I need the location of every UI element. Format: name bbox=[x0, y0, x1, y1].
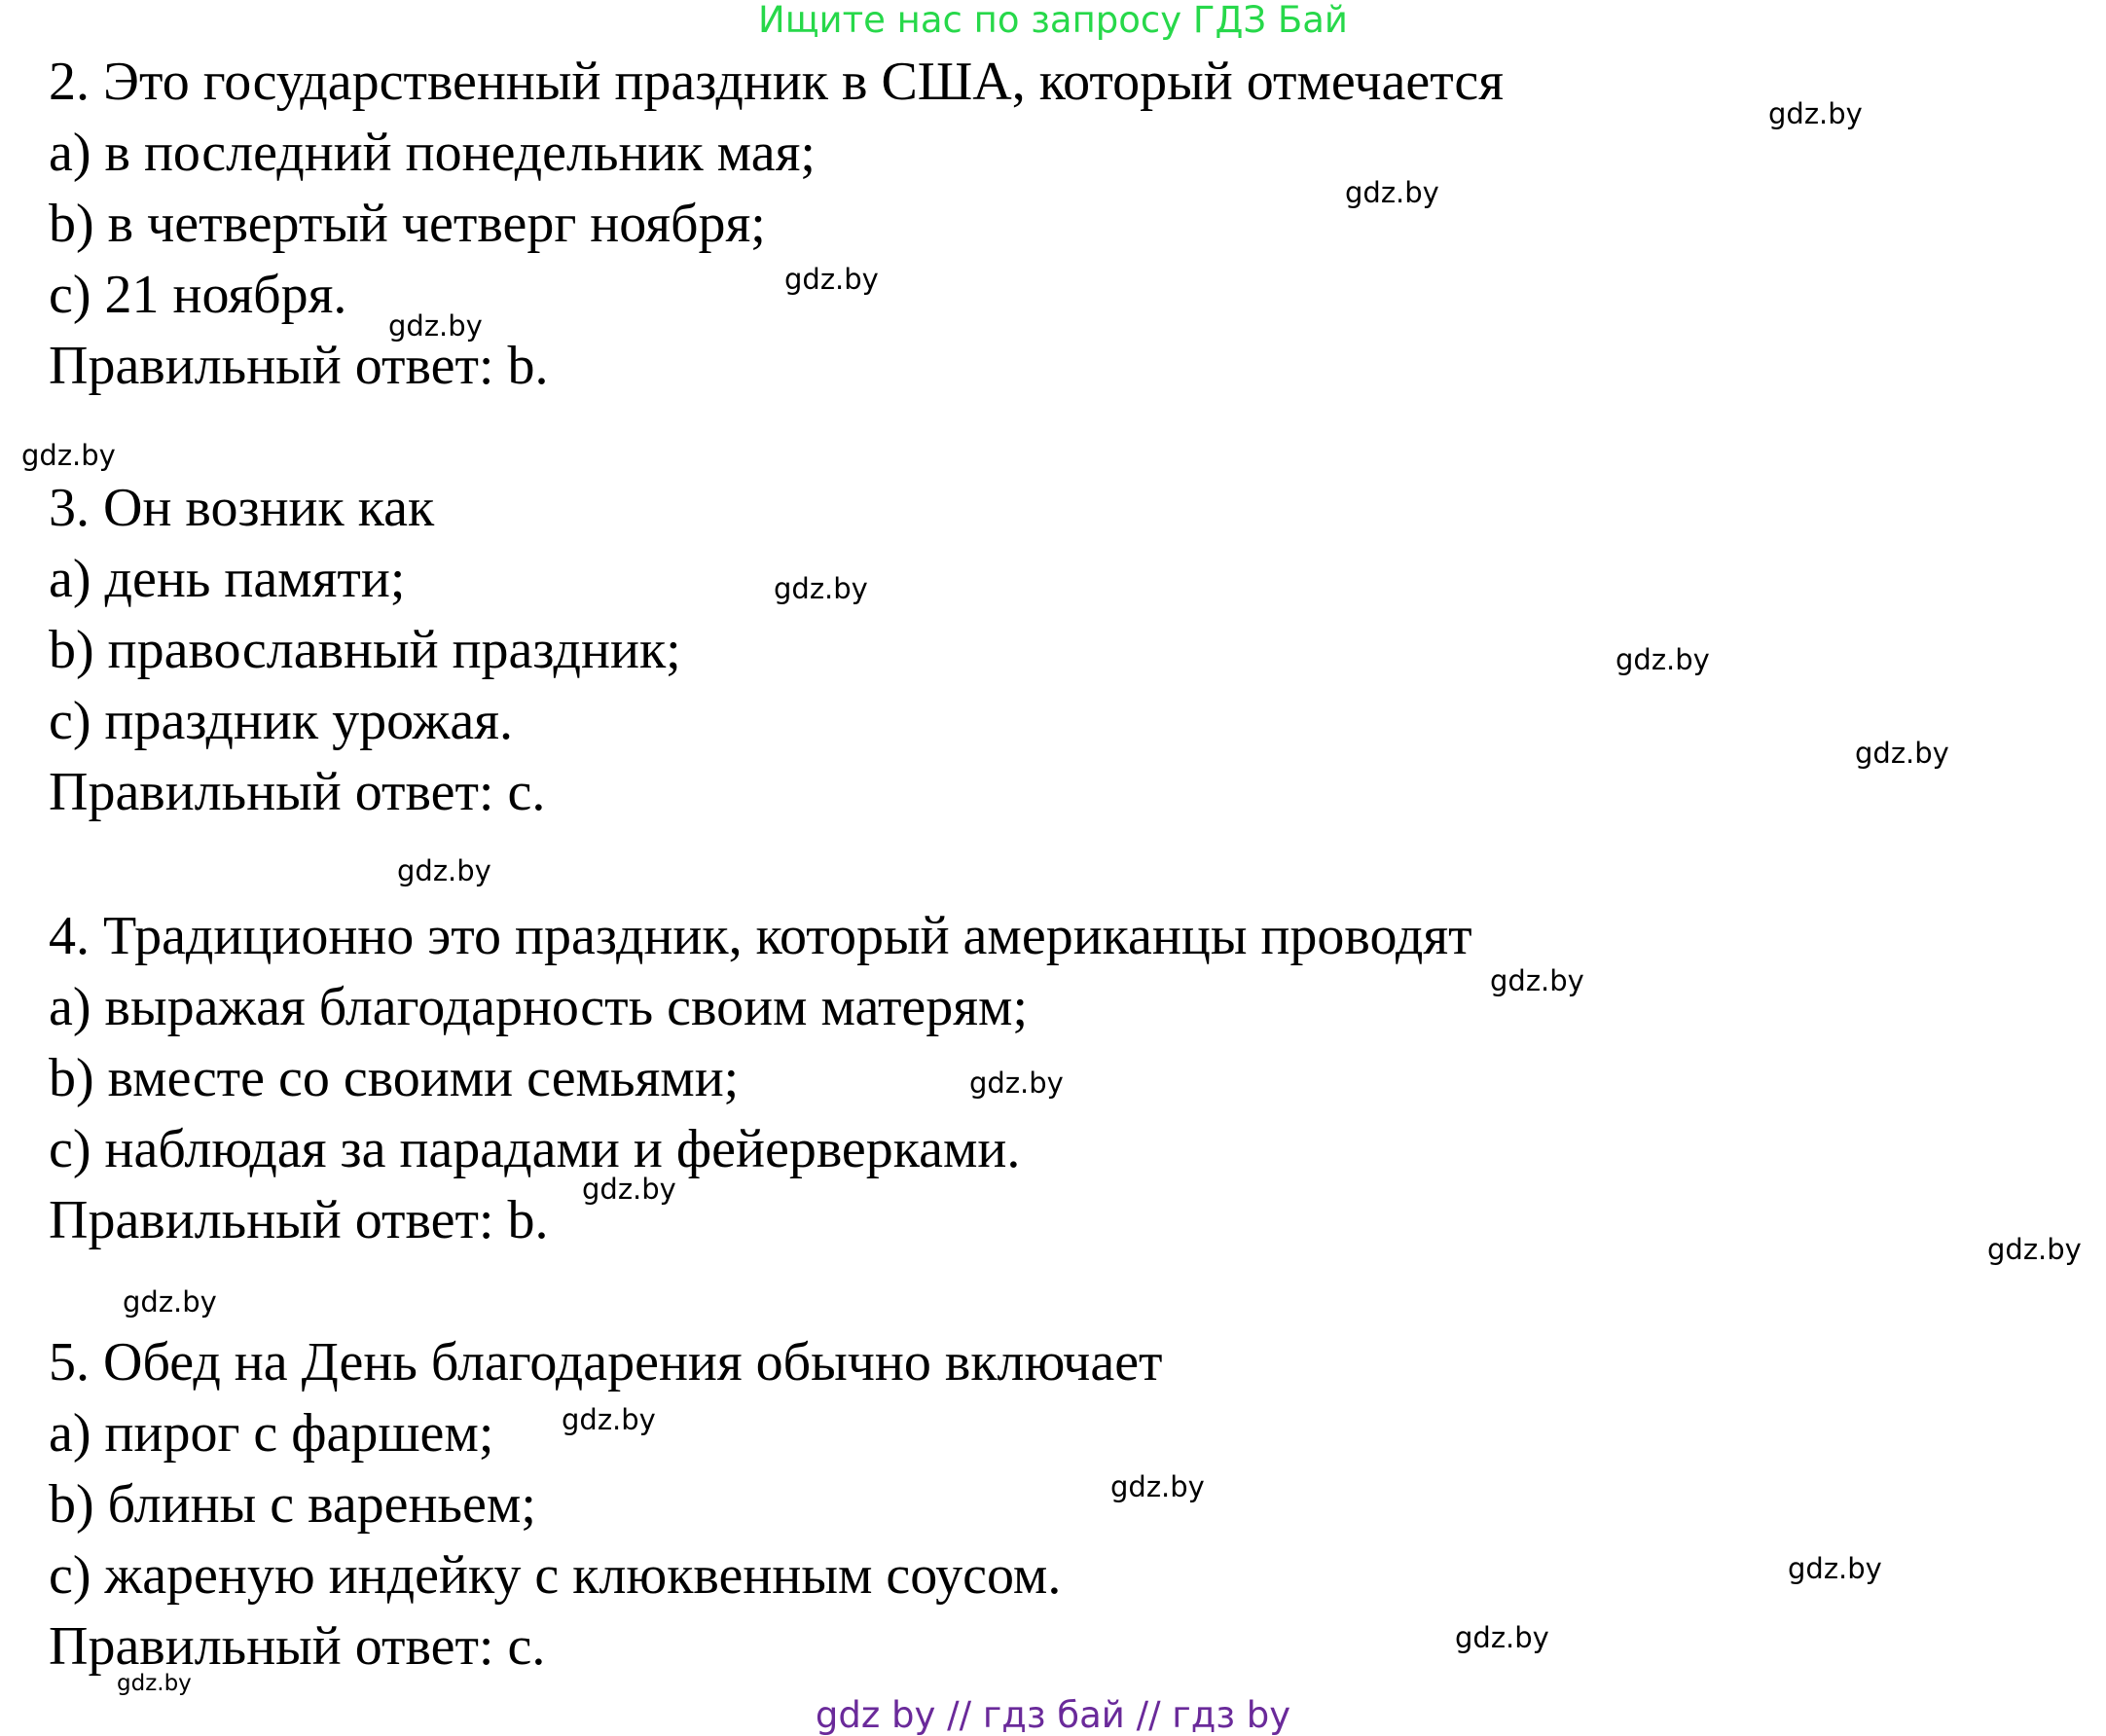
question-5-text: 5. Обед на День благодарения обычно включает bbox=[49, 1332, 1163, 1392]
question-3-text: 3. Он возник как bbox=[49, 478, 435, 538]
question-5-answer: Правильный ответ: c. bbox=[49, 1616, 546, 1677]
question-4-option-b: b) вместе со своими семьями; bbox=[49, 1048, 740, 1108]
site-footer-links: gdz by // гдз бай // гдз by bbox=[815, 1694, 1291, 1736]
question-4-text: 4. Традиционно это праздник, который американцы проводят bbox=[49, 906, 1472, 966]
question-5-option-b: b) блины с вареньем; bbox=[49, 1474, 536, 1535]
watermark: gdz.by bbox=[1490, 964, 1584, 997]
question-5-option-c: c) жареную индейку с клюквенным соусом. bbox=[49, 1545, 1062, 1606]
watermark: gdz.by bbox=[784, 263, 879, 296]
watermark: gdz.by bbox=[388, 309, 483, 343]
question-3-option-c: c) праздник урожая. bbox=[49, 691, 513, 751]
search-hint-banner: Ищите нас по запросу ГДЗ Бай bbox=[758, 0, 1348, 41]
watermark: gdz.by bbox=[1788, 1552, 1882, 1585]
question-3-option-a: a) день памяти; bbox=[49, 549, 406, 609]
watermark: gdz.by bbox=[21, 439, 116, 472]
watermark: gdz.by bbox=[582, 1173, 676, 1206]
watermark: gdz.by bbox=[969, 1067, 1064, 1100]
question-4-option-c: c) наблюдая за парадами и фейерверками. bbox=[49, 1119, 1021, 1179]
watermark: gdz.by bbox=[1768, 97, 1863, 130]
watermark: gdz.by bbox=[562, 1403, 656, 1436]
watermark: gdz.by bbox=[774, 572, 868, 605]
watermark: gdz.by bbox=[123, 1285, 217, 1319]
question-2-answer: Правильный ответ: b. bbox=[49, 336, 549, 396]
watermark: gdz.by bbox=[1110, 1470, 1205, 1503]
question-3-answer: Правильный ответ: c. bbox=[49, 762, 546, 822]
watermark: gdz.by bbox=[1616, 643, 1710, 676]
question-2-text: 2. Это государственный праздник в США, который отмечается bbox=[49, 52, 1504, 112]
question-4-answer: Правильный ответ: b. bbox=[49, 1190, 549, 1250]
watermark: gdz.by bbox=[117, 1671, 192, 1696]
watermark: gdz.by bbox=[397, 854, 491, 887]
question-5-option-a: a) пирог с фаршем; bbox=[49, 1403, 494, 1464]
question-2-option-c: c) 21 ноября. bbox=[49, 265, 347, 325]
question-2-option-b: b) в четвертый четверг ноября; bbox=[49, 194, 766, 254]
question-4-option-a: a) выражая благодарность своим матерям; bbox=[49, 977, 1029, 1037]
watermark: gdz.by bbox=[1455, 1621, 1549, 1654]
question-2-option-a: a) в последний понедельник мая; bbox=[49, 123, 816, 183]
watermark: gdz.by bbox=[1855, 737, 1949, 770]
question-3-option-b: b) православный праздник; bbox=[49, 620, 681, 680]
watermark: gdz.by bbox=[1987, 1233, 2082, 1266]
watermark: gdz.by bbox=[1345, 176, 1439, 209]
